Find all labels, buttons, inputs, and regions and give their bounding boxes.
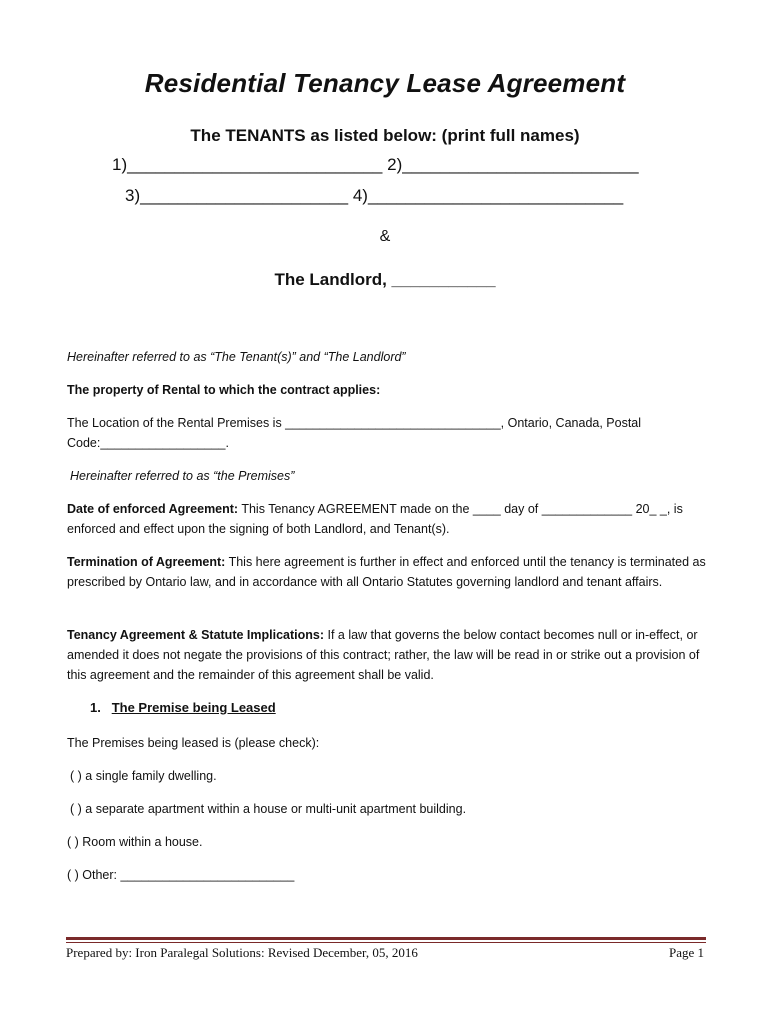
option-single-family: ( ) a single family dwelling. — [70, 769, 217, 783]
termination-paragraph — [67, 552, 707, 592]
statute-label: Tenancy Agreement & Statute Implications: — [67, 628, 324, 642]
hereinafter-parties: Hereinafter referred to as “The Tenant(s)” and “The Landlord” — [67, 350, 406, 364]
tenant-names-line-1: 1)___________________________ 2)_________________________ — [112, 155, 639, 174]
option-other: ( ) Other: _________________________ — [67, 868, 295, 882]
statute-text: If a law that governs the below contact becomes null or in-effect, or amended it does not negate the provisions of this contract; rather, the law will be read in or strike out a provision of this agreement and the remainder of this agreement shall be valid. — [67, 628, 700, 682]
footer-prepared-by: Prepared by: Iron Paralegal Solutions: Revised December, 05, 2016 — [66, 945, 418, 960]
option-separate-apartment: ( ) a separate apartment within a house or multi-unit apartment building. — [70, 802, 467, 816]
premises-intro: The Premises being leased is (please check): — [67, 736, 320, 750]
hereinafter-premises: Hereinafter referred to as “the Premises” — [70, 469, 295, 483]
location-line-1: The Location of the Rental Premises is _______________________________, Ontario, Canada, Postal — [67, 416, 642, 430]
tenants-heading: The TENANTS as listed below: (print full names) — [190, 126, 580, 145]
date-of-agreement-paragraph — [67, 499, 707, 539]
footer-page-number: Page 1 — [668, 945, 704, 960]
property-heading: The property of Rental to which the contract applies: — [67, 383, 381, 397]
section-1-title: The Premise being Leased — [111, 700, 276, 715]
date-text: This Tenancy AGREEMENT made on the ____ day of _____________ 20_ _, is enforced and effect upon the signing of both Landlord, and Tenant(s). — [67, 502, 683, 536]
footer-rule-thin — [66, 942, 706, 943]
document-title: Residential Tenancy Lease Agreement — [144, 68, 626, 98]
statute-paragraph — [67, 625, 707, 685]
landlord-line: The Landlord, ___________ — [274, 270, 496, 289]
date-label: Date of enforced Agreement: — [67, 502, 239, 516]
section-1-heading — [90, 700, 276, 715]
option-room: ( ) Room within a house. — [67, 835, 203, 849]
section-1-number: 1. — [90, 700, 101, 715]
termination-label: Termination of Agreement: — [67, 555, 226, 569]
termination-text: This here agreement is further in effect and enforced until the tenancy is terminated as prescribed by Ontario law, and in accordance with all Ontario Statutes governing landlord and tenant affairs. — [67, 555, 706, 589]
tenant-names-line-2: 3)______________________ 4)___________________________ — [125, 186, 624, 205]
ampersand: & — [379, 228, 391, 245]
footer-rule-thick — [66, 937, 706, 940]
location-line-2: Code:__________________. — [67, 436, 229, 450]
